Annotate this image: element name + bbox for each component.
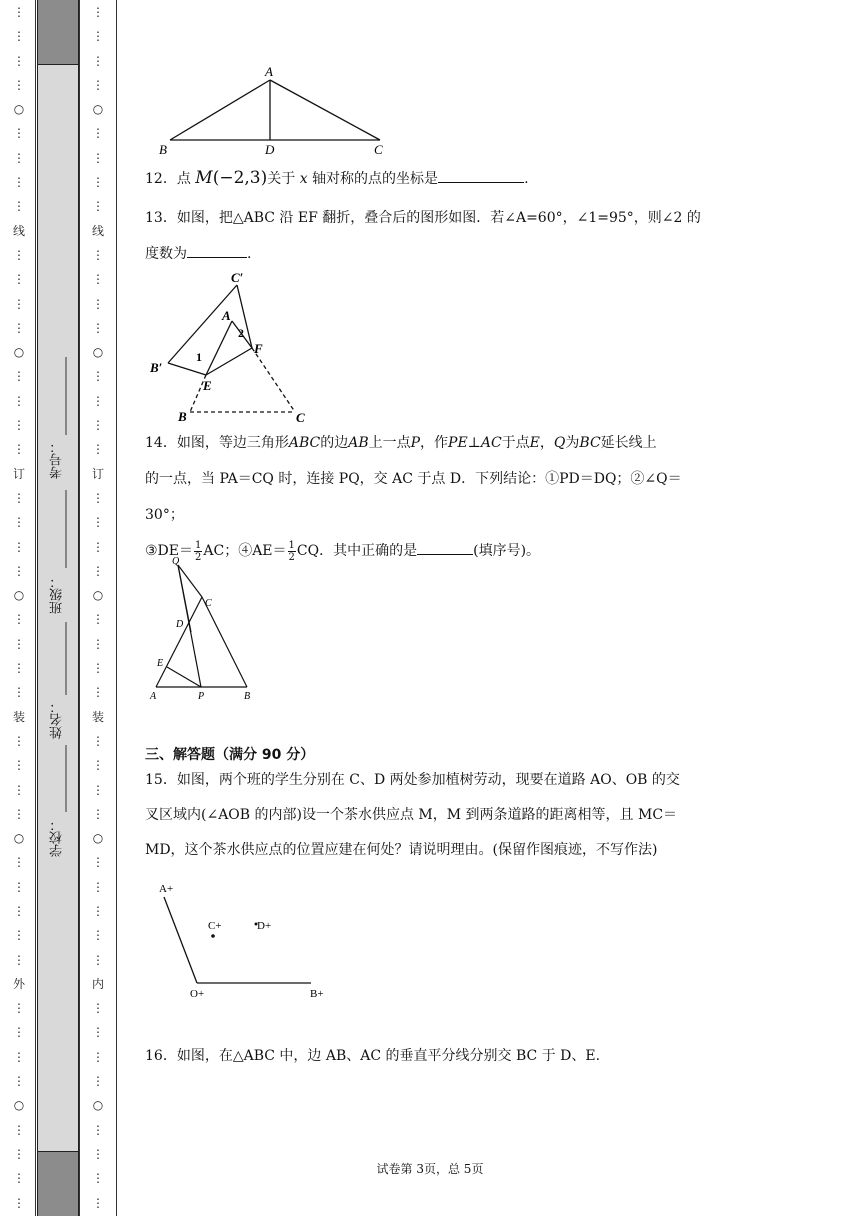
binding-dots: ⋮ [92, 199, 104, 214]
q14-line: 的一点，当 PA＝CQ 时，连接 PQ，交 AC 于点 D．下列结论：①PD＝DQ；②∠Q＝30°； [145, 471, 682, 523]
binding-dots: ⋮ [92, 247, 104, 262]
binding-dots: ⋮ [13, 1122, 25, 1137]
fig2-label-c-prime: C′ [231, 270, 244, 285]
binding-dots: ⋮ [13, 515, 25, 530]
binding-dots: ⋮ [92, 1171, 104, 1186]
fig4-label-o: O+ [190, 988, 205, 1000]
binding-circle: ○ [92, 1098, 104, 1113]
binding-dots: ⋮ [92, 661, 104, 676]
binding-dots: ⋮ [13, 247, 25, 262]
q15-line: MD，这个茶水供应点的位置应建在何处？请说明理由。(保留作图痕迹，不写作法) [145, 842, 658, 858]
fig2-label-c: C [296, 410, 305, 425]
q14-text: ， [539, 435, 554, 451]
fig4-label-a: A+ [159, 883, 174, 895]
q13-line: 度数为 [145, 246, 187, 262]
q12-number: 12． [145, 171, 177, 187]
binding-circle: ○ [13, 102, 25, 117]
fig3-label-d: D [176, 619, 184, 630]
binding-dots: ⋮ [13, 272, 25, 287]
binding-circle: ○ [92, 345, 104, 360]
binding-dots: ⋮ [13, 685, 25, 700]
q16-line: 16．如图，在△ABC 中，边 AB、AC 的垂直平分线分别交 BC 于 D、E. [145, 1048, 601, 1064]
binding-dots: ⋮ [92, 296, 104, 311]
fig2-label-b: B [178, 409, 187, 424]
binding-dots: ⋮ [92, 1049, 104, 1064]
q14-text: ，作 [420, 435, 449, 451]
binding-dots: ⋮ [13, 126, 25, 141]
binding-dots: ⋮ [92, 1195, 104, 1210]
q14-text: ③DE＝ [145, 543, 193, 559]
fig3-label-q: Q [172, 556, 180, 567]
q14-text: 为 [565, 435, 580, 451]
binding-dots: ⋮ [13, 636, 25, 651]
figure-triangle-abd [145, 60, 405, 160]
page-footer: 试卷第 3页，总 5页 [376, 1162, 484, 1176]
binding-dots: ⋮ [92, 855, 104, 870]
binding-label: 装 [91, 709, 104, 724]
q14-text: CQ．其中正确的是 [296, 543, 418, 559]
fraction-one-half: $\frac{1}{2}$ [195, 539, 202, 563]
q15-line: 叉区域内(∠AOB 的内部)设一个茶水供应点 M，M 到两条道路的距离相等，且 MC＝ [145, 807, 678, 823]
binding-dots: ⋮ [13, 393, 25, 408]
binding-dots: ⋮ [92, 369, 104, 384]
binding-dots: ⋮ [92, 685, 104, 700]
field-label: 学校： [49, 818, 65, 857]
binding-label: 内 [91, 976, 104, 991]
binding-dots: ⋮ [92, 442, 104, 457]
binding-dots: ⋮ [13, 782, 25, 797]
fig2-label-2: 2 [238, 326, 244, 340]
binding-dots: ⋮ [92, 5, 104, 19]
binding-dots: ⋮ [92, 806, 104, 821]
field-label: 班级： [49, 575, 65, 614]
answer-blank[interactable] [417, 540, 473, 555]
fig4-label-d: D+ [257, 920, 272, 932]
binding-circle: ○ [92, 102, 104, 117]
q14-text: 的边 [320, 435, 349, 451]
binding-circle: ○ [13, 588, 25, 603]
binding-dots: ⋮ [92, 150, 104, 165]
answer-blank[interactable] [187, 243, 247, 258]
binding-dots: ⋮ [92, 175, 104, 190]
fig3-label-a: A [150, 691, 157, 702]
q14-text: AC；④AE＝ [203, 543, 287, 559]
q14-text: 14．如图，等边三角形 [145, 435, 289, 451]
q14-var: BC [579, 435, 601, 451]
binding-dots: ⋮ [13, 1146, 25, 1161]
binding-label: 线 [12, 223, 25, 238]
binding-dots: ⋮ [92, 782, 104, 797]
binding-dots: ⋮ [13, 563, 25, 578]
binding-circle: ○ [13, 831, 25, 846]
binding-dots: ⋮ [13, 1001, 25, 1016]
binding-edge-line [116, 0, 117, 1216]
binding-dots: ⋮ [13, 1171, 25, 1186]
binding-dots: ⋮ [13, 150, 25, 165]
binding-dots: ⋮ [13, 199, 25, 214]
field-label: 姓名： [49, 700, 65, 739]
figure-equilateral-triangle [145, 552, 265, 707]
binding-circle: ○ [92, 588, 104, 603]
figure-folded-triangle [145, 265, 325, 430]
binding-dots: ⋮ [13, 175, 25, 190]
question-15 [145, 763, 720, 868]
binding-label: 外 [12, 976, 25, 991]
q14-var: Q [553, 435, 566, 451]
binding-label: 订 [91, 466, 104, 481]
binding-dots: ⋮ [13, 53, 25, 68]
fig3-label-p: P [198, 691, 205, 702]
q12-text: 轴对称的点的坐标是 [312, 171, 439, 187]
fig2-label-f: F [254, 341, 263, 356]
binding-dots: ⋮ [13, 77, 25, 92]
answer-blank[interactable] [438, 168, 524, 183]
binding-circle: ○ [92, 831, 104, 846]
binding-dots: ⋮ [13, 442, 25, 457]
fig3-label-b: B [244, 691, 251, 702]
question-12 [145, 160, 720, 197]
fig1-label-d: D [265, 142, 275, 157]
fig1-label-b: B [159, 142, 167, 157]
q14-var: E [529, 435, 540, 451]
q14-var: PE⊥AC [448, 435, 502, 451]
q14-text: 上一点 [368, 435, 411, 451]
fig1-label-a: A [265, 64, 273, 79]
binding-dots: ⋮ [13, 1074, 25, 1089]
inner-dotted-line [91, 0, 105, 1216]
q12-coords: (−2,3) [212, 168, 268, 188]
fig2-label-e: E [203, 378, 212, 393]
binding-dots: ⋮ [92, 903, 104, 918]
binding-margin [0, 0, 118, 1216]
binding-label: 装 [12, 709, 25, 724]
fig1-label-c: C [374, 142, 383, 157]
q14-text: (填序号)。 [473, 543, 541, 559]
binding-dots: ⋮ [92, 733, 104, 748]
figure-angle-aob [145, 875, 345, 1010]
binding-dots: ⋮ [13, 490, 25, 505]
binding-label: 线 [91, 223, 104, 238]
binding-dots: ⋮ [92, 879, 104, 894]
q12-text: 点 [176, 171, 191, 187]
fig2-label-b-prime: B′ [150, 360, 163, 375]
binding-circle: ○ [13, 1098, 25, 1113]
field-label: 考号： [49, 440, 65, 479]
binding-dots: ⋮ [13, 855, 25, 870]
binding-dots: ⋮ [92, 1146, 104, 1161]
binding-dots: ⋮ [92, 29, 104, 44]
binding-label: 订 [12, 466, 25, 481]
fig2-label-1: 1 [196, 350, 202, 364]
inner-border-line [79, 0, 80, 1216]
binding-dots: ⋮ [92, 126, 104, 141]
fig3-label-c: C [205, 598, 212, 609]
binding-dots: ⋮ [13, 928, 25, 943]
binding-dots: ⋮ [13, 1195, 25, 1210]
q13-line: 13．如图，把△ABC 沿 EF 翻折，叠合后的图形如图．若∠A=60°，∠1=95°，则∠2 的 [145, 210, 701, 226]
binding-dots: ⋮ [13, 320, 25, 335]
binding-dots: ⋮ [13, 733, 25, 748]
q15-line: 15．如图，两个班的学生分别在 C、D 两处参加植树劳动，现要在道路 AO、OB 的交 [145, 772, 680, 788]
binding-dots: ⋮ [13, 661, 25, 676]
binding-dots: ⋮ [92, 320, 104, 335]
fig4-label-b: B+ [310, 988, 324, 1000]
binding-dots: ⋮ [92, 490, 104, 505]
binding-dots: ⋮ [13, 539, 25, 554]
binding-dots: ⋮ [13, 296, 25, 311]
q13-period: . [247, 246, 252, 262]
fig3-label-e: E [157, 658, 164, 669]
binding-dots: ⋮ [13, 879, 25, 894]
binding-dots: ⋮ [92, 393, 104, 408]
question-16 [145, 1038, 720, 1074]
q14-var: AB [348, 435, 369, 451]
question-14 [145, 425, 720, 569]
binding-circle: ○ [13, 345, 25, 360]
question-13 [145, 200, 720, 272]
binding-dots: ⋮ [13, 758, 25, 773]
section-title: 三、解答题（满分 90 分） [145, 747, 315, 763]
binding-dots: ⋮ [13, 612, 25, 627]
binding-dots: ⋮ [13, 369, 25, 384]
binding-dots: ⋮ [92, 1025, 104, 1040]
binding-dots: ⋮ [13, 418, 25, 433]
binding-dots: ⋮ [92, 418, 104, 433]
binding-dots: ⋮ [13, 806, 25, 821]
q12-point: M [195, 168, 213, 188]
binding-dots: ⋮ [92, 928, 104, 943]
binding-dots: ⋮ [92, 758, 104, 773]
fig2-label-a: A [222, 308, 231, 323]
q14-var: P [410, 435, 421, 451]
binding-dots: ⋮ [92, 515, 104, 530]
q12-axis: x [299, 171, 308, 187]
binding-dots: ⋮ [92, 952, 104, 967]
binding-dots: ⋮ [92, 272, 104, 287]
binding-dots: ⋮ [13, 903, 25, 918]
binding-dots: ⋮ [13, 1049, 25, 1064]
fraction-one-half: $\frac{1}{2}$ [288, 539, 295, 563]
binding-dots: ⋮ [92, 1122, 104, 1137]
q14-text: 于点 [501, 435, 530, 451]
binding-dots: ⋮ [92, 563, 104, 578]
binding-dots: ⋮ [13, 5, 25, 19]
q12-text: 关于 [267, 171, 296, 187]
binding-dots: ⋮ [92, 539, 104, 554]
binding-dots: ⋮ [92, 53, 104, 68]
binding-dots: ⋮ [13, 29, 25, 44]
binding-dots: ⋮ [92, 1074, 104, 1089]
q14-text: 延长线上 [600, 435, 657, 451]
binding-dots: ⋮ [92, 1001, 104, 1016]
binding-dots: ⋮ [13, 1025, 25, 1040]
fig4-label-c: C+ [208, 920, 222, 932]
q14-var: ABC [288, 435, 321, 451]
q12-period: . [524, 171, 529, 187]
binding-dots: ⋮ [92, 77, 104, 92]
binding-dots: ⋮ [13, 952, 25, 967]
binding-dots: ⋮ [92, 612, 104, 627]
binding-dots: ⋮ [92, 636, 104, 651]
